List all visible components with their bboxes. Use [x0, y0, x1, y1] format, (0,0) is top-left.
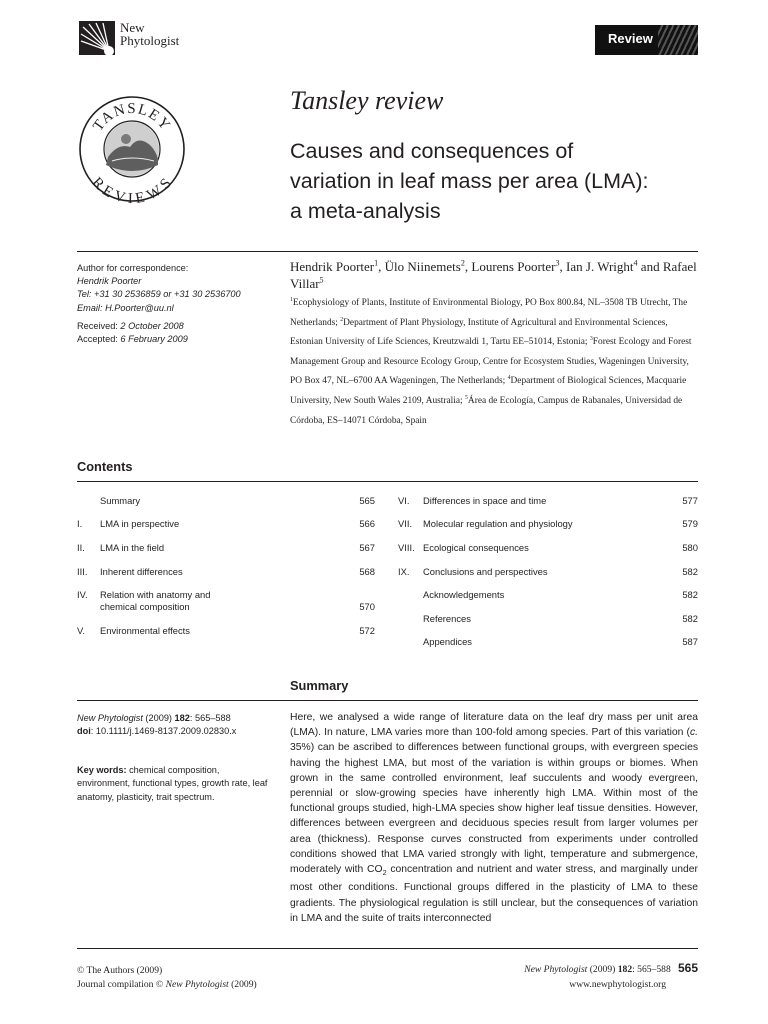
journal-logo-icon: [79, 21, 115, 55]
toc-label: Environmental effects: [100, 625, 190, 636]
divider: [77, 700, 698, 701]
footer-volume: 182: [617, 964, 633, 975]
citation-journal: New Phytologist: [77, 713, 143, 723]
footer-left-line1: © The Authors (2009): [77, 965, 163, 976]
accepted-date: 6 February 2009: [120, 334, 188, 345]
toc-number: V.: [77, 625, 85, 636]
affil-sup: 3: [589, 336, 593, 343]
toc-label: Inherent differences: [100, 566, 183, 577]
affil-sup: 4: [507, 375, 511, 382]
received-date: 2 October 2008: [120, 321, 184, 331]
abstract-text: [290, 710, 698, 926]
abstract-part: 35%) can be ascribed to differences between functional groups, with evergreen species having the highest LMA, but most of the variation is within groups or biomes. When grown in the same controlled environment, leaf succulents and woody evergreen, perennial or slow-growing species have inherently high LMA. Within most of the functional groups studied, high-LMA species show higher leaf tissue densities. However, differences between evergreen and deciduous species result from larger volumes per area (thickness). Response curves constructed from experiments under controlled conditions showed that LMA varied strongly with light, temperature and submergence, moderately with CO: [290, 742, 698, 876]
toc-page: 582: [682, 566, 698, 577]
dates-block: [77, 320, 277, 346]
toc-number: IX.: [398, 566, 410, 577]
toc-right: [398, 495, 698, 655]
affil-sup: 1: [290, 296, 293, 303]
footer-journal: New Phytologist: [524, 964, 588, 975]
doi-label: doi: [77, 726, 91, 737]
toc-label: Conclusions and perspectives: [423, 566, 548, 577]
accepted-label: Accepted:: [77, 334, 118, 345]
affiliation-text: Department of Biological Sciences, Macquarie University, New South Wales 2109, Australia;: [290, 376, 687, 406]
toc-label: Differences in space and time: [423, 495, 547, 506]
toc-number: II.: [77, 542, 85, 553]
toc-label: Molecular regulation and physiology: [423, 518, 573, 529]
citation-pages: : 565–588: [189, 713, 231, 723]
toc-page: 568: [359, 566, 375, 577]
toc-entry[interactable]: [77, 566, 377, 580]
toc-page: 567: [359, 542, 375, 553]
abstract-part: Here, we analysed a wide range of literature data on the leaf dry mass per unit area (LMA). In nature, LMA varies more than 100-fold among species. Part of this variation (: [290, 712, 698, 739]
summary-heading: Summary: [290, 678, 349, 693]
author-sup: 5: [319, 275, 324, 285]
keywords-text: chemical composition, environment, functional types, growth rate, leaf anatomy, plasticity, trait spectrum.: [77, 765, 268, 802]
correspondence-email: Email: H.Poorter@uu.nl: [77, 302, 174, 313]
tansley-seal-icon: [78, 95, 186, 203]
toc-entry[interactable]: [77, 625, 377, 639]
toc-entry[interactable]: [398, 613, 698, 627]
toc-page: 570: [359, 601, 375, 612]
author-sup: 3: [555, 258, 560, 268]
toc-number: I.: [77, 518, 83, 529]
citation-block: [77, 712, 277, 739]
seal-top-text: TANSLEY: [90, 100, 174, 135]
affiliations: [290, 294, 702, 431]
page-number: 565: [677, 961, 698, 975]
toc-entry[interactable]: [398, 542, 698, 556]
author-name: Hendrik Poorter: [290, 259, 375, 274]
toc-page: 579: [682, 518, 698, 529]
toc-label: Relation with anatomy and: [100, 589, 211, 600]
toc-number: III.: [77, 566, 88, 577]
toc-label-line2: chemical composition: [100, 601, 190, 612]
toc-entry[interactable]: [398, 636, 698, 650]
toc-page: 582: [682, 613, 698, 624]
toc-label: LMA in perspective: [100, 518, 180, 529]
toc-entry[interactable]: [77, 495, 377, 509]
footer-left-part: Journal compilation ©: [77, 978, 166, 990]
toc-label: Summary: [100, 495, 141, 506]
footer-left-journal: New Phytologist: [165, 978, 229, 990]
footer-url[interactable]: www.newphytologist.org: [569, 979, 666, 990]
author-sup: 2: [460, 258, 465, 268]
toc-label: References: [423, 613, 471, 624]
footer-citation: [400, 961, 698, 992]
toc-entry[interactable]: [77, 542, 377, 556]
series-title: Tansley review: [290, 86, 444, 115]
review-tab: [595, 25, 698, 55]
article-title-line3: a meta-analysis: [290, 199, 441, 223]
toc-page: 565: [359, 495, 375, 506]
received-label: Received:: [77, 321, 118, 331]
toc-number: VII.: [398, 518, 413, 529]
correspondence-block: [77, 262, 277, 315]
divider: [77, 948, 698, 949]
doi-value[interactable]: : 10.1111/j.1469-8137.2009.02830.x: [90, 726, 237, 737]
journal-name-line2: Phytologist: [120, 33, 180, 48]
authors-line: Hendrik Poorter$^1$, Ülo Niinemets$^2$, Lourens Poorter$^3$, Ian J. Wright$^4$ and Rafael Villar$^5$: [290, 258, 697, 291]
affiliation-text: Forest Ecology and Forest Management Group and Resource Ecology Group, Centre for Ecosystem Studies, Wageningen University, PO Box 47, NL–6700 AA Wageningen, The Netherlands;: [290, 337, 692, 387]
article-title: [290, 136, 710, 226]
correspondence-heading: Author for correspondence:: [77, 263, 189, 273]
toc-entry[interactable]: [398, 566, 698, 580]
author-sup: 1: [374, 258, 379, 268]
toc-entry[interactable]: [398, 495, 698, 509]
divider: [77, 251, 698, 252]
toc-page: 572: [359, 625, 375, 636]
keywords-block: [77, 764, 269, 804]
review-tab-label: Review: [608, 31, 653, 46]
correspondence-tel: Tel: +31 30 2536859 or +31 30 2536700: [77, 289, 241, 300]
journal-name-line1: New: [120, 20, 145, 35]
toc-label: LMA in the field: [100, 542, 165, 553]
svg-text:REVIEWS: [89, 174, 176, 203]
toc-page: 580: [682, 542, 698, 553]
author-name: Rafael Villar: [290, 259, 697, 291]
toc-number: VIII.: [398, 542, 415, 553]
toc-page: 566: [359, 518, 375, 529]
affiliation-text: Área de Ecología, Campus de Rabanales, Universidad de Córdoba, ES–14071 Córdoba, Spain: [290, 395, 683, 426]
toc-left: [77, 495, 377, 645]
divider: [77, 481, 698, 482]
keywords-label: Key words:: [77, 765, 127, 775]
abstract-circa: c.: [689, 727, 698, 739]
review-tab-stripes: [658, 25, 698, 55]
toc-entry[interactable]: [398, 589, 698, 603]
toc-number: VI.: [398, 495, 410, 506]
affil-sup: 5: [465, 394, 468, 401]
affil-sup: 2: [340, 316, 344, 323]
article-title-line1: Causes and consequences of: [290, 139, 574, 163]
authors-and: and: [640, 259, 660, 274]
toc-label: Acknowledgements: [423, 589, 505, 600]
toc-page: 587: [682, 636, 698, 647]
author-name: Lourens Poorter: [471, 259, 556, 274]
toc-entry[interactable]: [77, 589, 377, 615]
journal-name: [120, 21, 179, 47]
affiliation-text: Ecophysiology of Plants, Institute of Environmental Biology, PO Box 800.84, NL–3508 TB Utrecht, The Netherlands;: [290, 298, 688, 328]
abstract-part: concentration and nutrient and water stress, and marginally under most other conditions. Functional groups differed in the plasticity of LMA to these gradients. The physiological regulation is still unclear, but the consequences of variation in LMA and the suite of traits interconnected: [290, 864, 698, 924]
author-name: Ian J. Wright: [566, 259, 634, 274]
citation-volume: 182: [174, 713, 190, 723]
footer-copyright: [77, 964, 257, 991]
contents-title: Contents: [77, 459, 133, 474]
toc-label: Appendices: [423, 636, 472, 647]
toc-entry[interactable]: [398, 518, 698, 532]
correspondence-name: Hendrik Poorter: [77, 276, 142, 287]
toc-entry[interactable]: [77, 518, 377, 532]
author-sup: 4: [633, 258, 638, 268]
citation-year: (2009): [142, 713, 175, 723]
toc-page: 582: [682, 589, 698, 600]
toc-number: IV.: [77, 589, 88, 600]
toc-label: Ecological consequences: [423, 542, 529, 553]
footer-year: (2009): [587, 964, 618, 975]
affiliation-text: Department of Plant Physiology, Institute of Agricultural and Environmental Sciences, Estonian University of Life Sciences, Kreutzwaldi 1, Tartu EE–51014, Estonia;: [290, 317, 668, 348]
toc-page: 577: [682, 495, 698, 506]
article-title-line2: variation in leaf mass per area (LMA):: [290, 169, 649, 193]
abstract-subscript: 2: [382, 868, 387, 878]
author-name: Ülo Niinemets: [384, 259, 461, 274]
footer-pages: : 565–588: [632, 964, 671, 975]
seal-bottom-text: REVIEWS: [88, 174, 176, 203]
footer-left-part: (2009): [228, 978, 257, 990]
